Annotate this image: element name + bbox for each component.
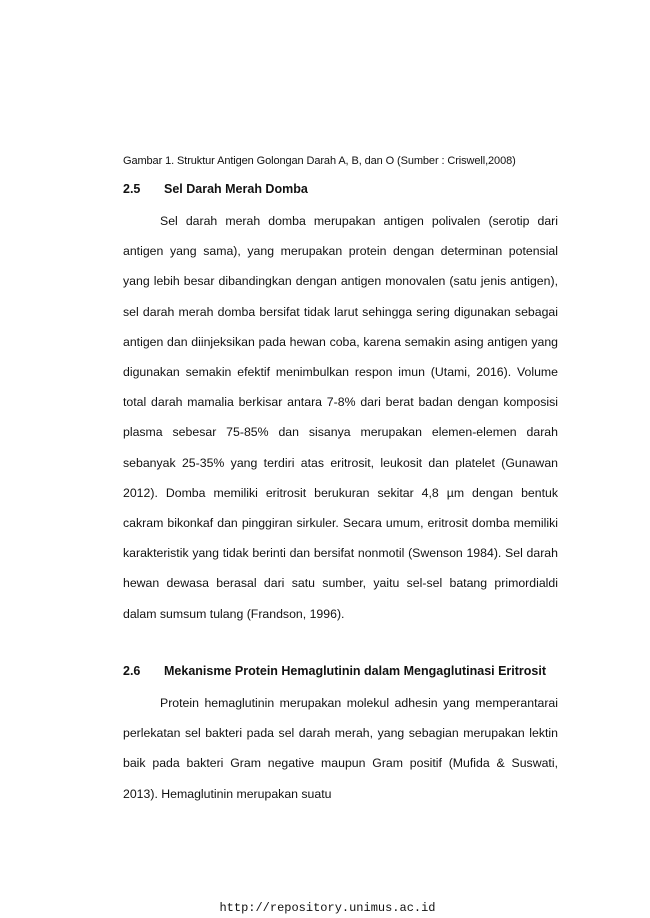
figure-caption: Gambar 1. Struktur Antigen Golongan Darah A, B, dan O (Sumber : Criswell,2008)	[123, 155, 516, 167]
section-title: Sel Darah Merah Domba	[164, 182, 308, 196]
section-number: 2.5	[123, 182, 141, 196]
section-heading	[123, 181, 563, 197]
section-number: 2.6	[123, 664, 141, 678]
repository-url: http://repository.unimus.ac.id	[219, 901, 436, 915]
body-paragraph: Protein hemaglutinin merupakan molekul adhesin yang memperantarai perlekatan sel bakteri pada sel darah merah, yang sebagian merupakan lektin baik pada bakteri Gram negative maupun Gram positif (Mufida & Suswati, 2013). Hemaglutinin merupakan suatu	[123, 696, 558, 801]
section-heading	[123, 663, 563, 679]
section-title: Mekanisme Protein Hemaglutinin dalam Mengaglutinasi Eritrosit	[164, 664, 547, 678]
body-paragraph: Sel darah merah domba merupakan antigen polivalen (serotip dari antigen yang sama), yang merupakan protein dengan determinan potensial yang lebih besar dibandingkan dengan antigen monovalen (satu jenis antigen), sel darah merah domba bersifat tidak larut sehingga sering digunakan sebagai antigen dan diinjeksikan pada hewan coba, karena semakin asing antigen yang digunakan semakin efektif menimbulkan respon imun (Utami, 2016). Volume total darah mamalia berkisar antara 7-8% dari berat badan dengan komposisi plasma sebesar 75-85% dan sisanya merupakan elemen-elemen darah sebanyak 25-35% yang terdiri atas eritrosit, leukosit dan platelet (Gunawan 2012). Domba memiliki eritrosit berukuran sekitar 4,8 µm dengan bentuk cakram bikonkaf dan pinggiran sirkuler. Secara umum, eritrosit domba memiliki karakteristik yang tidak berinti dan bersifat nonmotil (Swenson 1984). Sel darah hewan dewasa berasal dari satu sumber, yaitu sel-sel batang primordialdi dalam sumsum tulang (Frandson, 1996).	[123, 214, 558, 621]
